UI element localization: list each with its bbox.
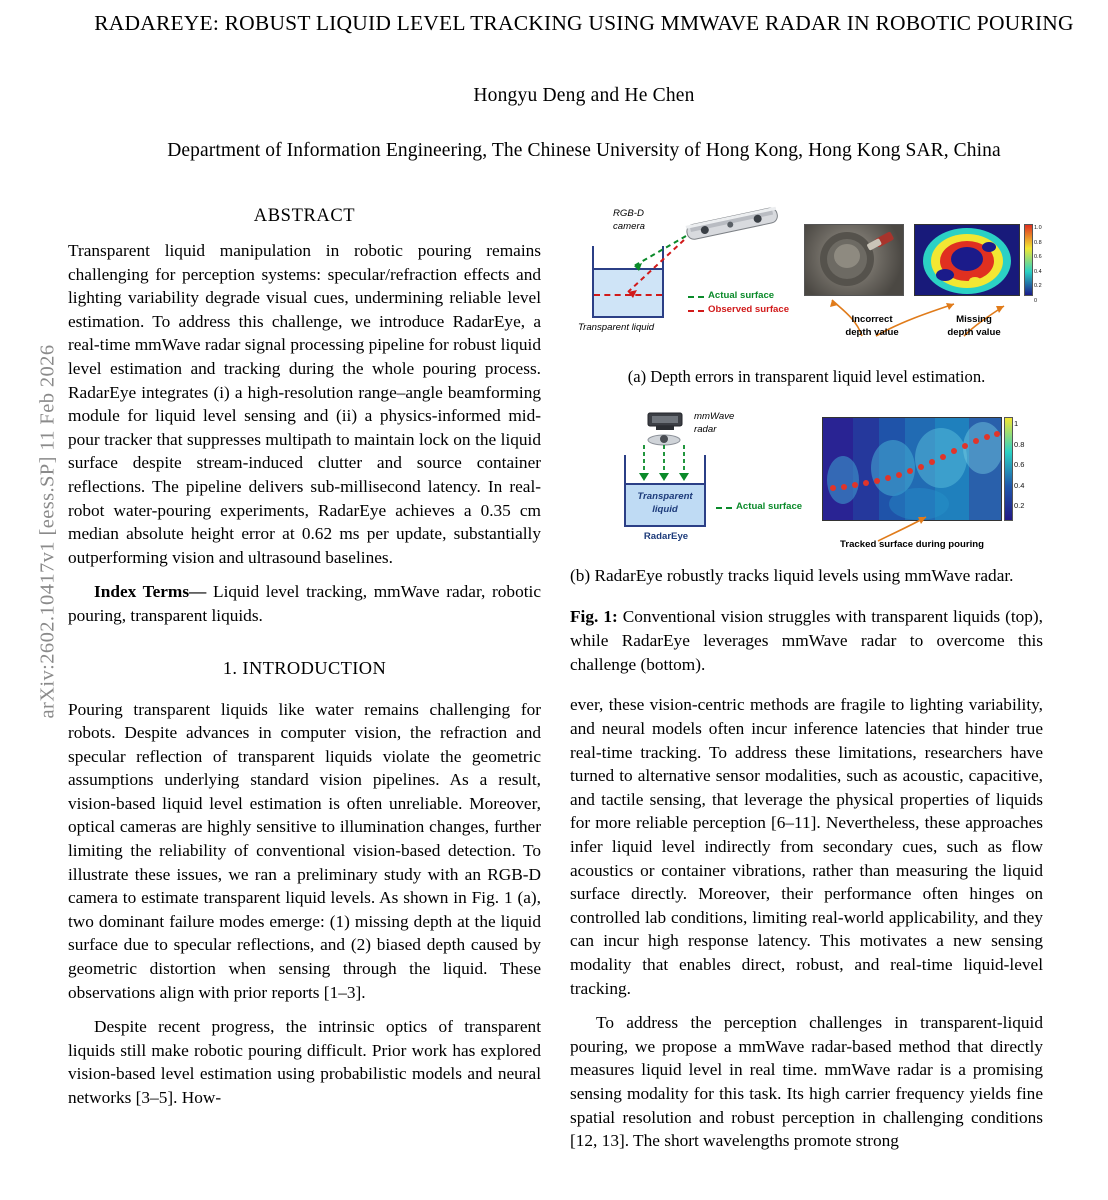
mmwave-radar-icon	[642, 411, 688, 435]
index-terms-paragraph	[68, 580, 541, 627]
mmwave-radar-label-line2: radar	[694, 424, 717, 435]
figure-1	[570, 204, 1043, 676]
missing-depth-label-line2: depth value	[947, 327, 1001, 338]
rgbd-camera-label-line1: RGB-D	[613, 208, 644, 219]
figure-1-main-caption	[570, 605, 1043, 676]
colorbar-a	[1024, 224, 1033, 296]
intro-paragraph-2: Despite recent progress, the intrinsic optics of transparent liquids still make robotic pouring difficult. Prior work has explored vision-based level estimation using probabilistic models and neural networks [3–5]. How-	[68, 1017, 541, 1107]
incorrect-depth-label-line2: depth value	[845, 327, 899, 338]
two-column-body	[68, 200, 1108, 1153]
range-spectrogram	[822, 417, 1002, 521]
mmwave-radar-label-line1: mmWave	[694, 411, 735, 422]
missing-depth-label-line1: Missing	[956, 314, 992, 325]
figure-1b-graphic	[570, 409, 1043, 554]
section-heading-introduction: 1. INTRODUCTION	[222, 657, 387, 678]
colorbar-b	[1004, 417, 1013, 521]
legend-observed-surface-a: Observed surface	[708, 304, 790, 315]
intro-paragraph-3: ever, these vision-centric methods are fragile to lighting variability, and neural models often incur inference latencies that hinder true real-time tracking. To address these limitations, researchers have turned to alternative sensor modalities, such as acoustic, capacitive, and tactile sensing, that leverage the physical properties of liquids for more reliable perception [6–11]. Nevertheless, these approaches infer liquid level indirectly from secondary cues, such as flow acoustics or container vibrations, rather than measuring the liquid surface directly. Moreover, their performance often hinges on controlled lab conditions, limiting real-world applicability, and they can incur high response latency. This motivates a new sensing modality that enables direct, robust, and real-time liquid-level tracking.	[570, 695, 1043, 998]
legend-actual-surface-a: Actual surface	[708, 290, 775, 301]
depth-photo-panel	[804, 224, 904, 296]
figure-1-number: Fig. 1:	[570, 607, 618, 627]
legend-actual-dash-b	[716, 507, 732, 509]
intro-paragraph-1: Pouring transparent liquids like water remains challenging for robots. Despite advances in computer vision, the refraction and specular reflection of transparent liquids violate the geometric assumptions underlying standard vision pipelines. As a result, vision-based liquid level estimation is often unreliable. Moreover, optical cameras are highly sensitive to illumination changes, further limiting the reliability of conventional vision-based detection. To illustrate these issues, we ran a preliminary study with an RGB-D camera to estimate transparent liquid levels. As shown in Fig. 1 (a), two dominant failure modes emerge: (1) missing depth at the liquid surface due to specular reflections, and (2) biased depth caused by geometric distortion when sensing through the liquid. These observations align with prior reports [1–3].	[68, 699, 541, 1002]
intro-paragraph-4: To address the perception challenges in transparent-liquid pouring, we propose a mmWave radar-based method that directly measures liquid level in real time. mmWave radar is a promising sensing modality for this task. Its high carrier frequency yields fine spatial resolution and robust perception in challenging conditions [12, 13]. The short wavelengths promote strong	[570, 1013, 1043, 1151]
radar-beam-arrows	[630, 443, 700, 493]
author-list: Hongyu Deng and He Chen	[473, 85, 695, 106]
transparent-liquid-label-b-line1: Transparent	[637, 491, 693, 502]
radareye-system-label: RadarEye	[643, 531, 689, 542]
transparent-liquid-label-b-line2: liquid	[652, 504, 678, 515]
depth-heatmap-panel	[914, 224, 1020, 296]
figure-1a-graphic	[570, 204, 1043, 356]
rgbd-camera-label-line2: camera	[613, 221, 645, 232]
arxiv-stamp: arXiv:2602.10417v1 [eess.SP] 11 Feb 2026	[36, 344, 59, 719]
page-title: RADAREYE: ROBUST LIQUID LEVEL TRACKING USING MMWAVE RADAR IN ROBOTIC POURING	[94, 11, 1074, 35]
abstract-heading: ABSTRACT	[253, 206, 356, 226]
affiliation: Department of Information Engineering, The Chinese University of Hong Kong, Hong Kong SAR, China	[167, 140, 1001, 161]
transparent-liquid-label: Transparent liquid	[578, 322, 655, 333]
figure-1-caption-text: Conventional vision struggles with transparent liquids (top), while RadarEye leverages mmWave radar to overcome this challenge (bottom).	[570, 607, 1043, 674]
right-column	[570, 200, 1043, 1153]
figure-1a-caption: (a) Depth errors in transparent liquid level estimation.	[627, 367, 986, 386]
figure-1b-caption: (b) RadarEye robustly tracks liquid levels using mmWave radar.	[570, 566, 1014, 585]
abstract-text: Transparent liquid manipulation in robotic pouring remains challenging for perception systems: specular/refraction effects and lighting variability degrade visual cues, undermining reliable level estimation. To address this challenge, we introduce RadarEye, a real-time mmWave radar signal processing pipeline for robust liquid level estimation and tracking during the whole pouring process. RadarEye integrates (i) a high-resolution range–angle beamforming module for liquid level sensing and (ii) a physics-informed mid-pour tracker that suppresses multipath to maintain lock on the liquid surface despite stream-induced clutter and source container reflections. The pipeline delivers sub-millisecond latency. In real-robot water-pouring experiments, RadarEye achieves a 0.35 cm median absolute height error at 0.62 ms per update, substantially outperforming vision and ultrasound baselines.	[68, 241, 541, 567]
incorrect-depth-label-line1: Incorrect	[851, 314, 893, 325]
paper-content	[60, 0, 1108, 1200]
colorbar-a-ticks: 1.0 0.8 0.6 0.4 0.2 0	[1034, 225, 1042, 304]
tracked-surface-label: Tracked surface during pouring	[840, 539, 984, 550]
legend-actual-surface-b: Actual surface	[736, 501, 803, 512]
index-terms-text: Liquid level tracking, mmWave radar, robotic pouring, transparent liquids.	[68, 582, 541, 625]
colorbar-b-ticks: 1 0.8 0.6 0.4 0.2	[1014, 419, 1025, 510]
legend-observed-dash	[688, 310, 704, 312]
left-column	[68, 200, 541, 1153]
legend-actual-dash	[688, 296, 704, 298]
index-terms-label: Index Terms—	[94, 582, 207, 602]
camera-ray-arrows	[600, 230, 720, 320]
